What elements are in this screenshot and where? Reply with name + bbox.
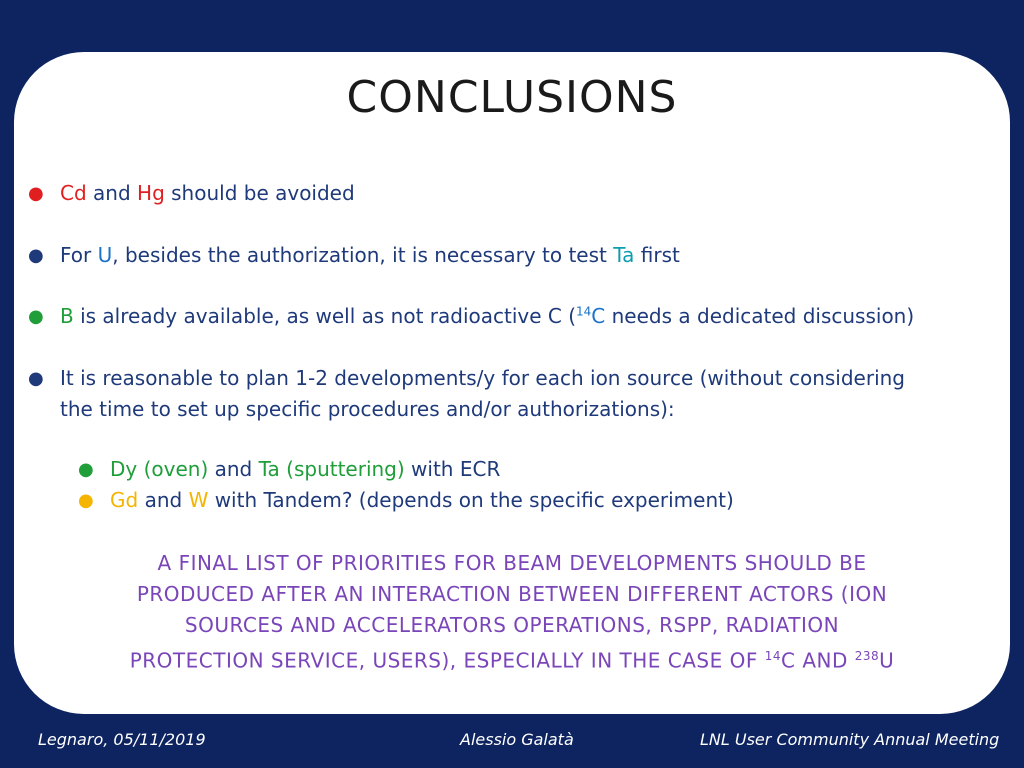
footer-author: Alessio Galatà	[460, 730, 574, 749]
sub-2-a: Gd	[110, 488, 139, 512]
element-b: B	[60, 304, 74, 328]
isotope-14: 14	[576, 304, 592, 319]
bullet-3-post: needs a dedicated discussion)	[611, 304, 915, 328]
slide-title: CONCLUSIONS	[346, 72, 678, 123]
footer-event: LNL User Community Annual Meeting	[700, 730, 1000, 749]
final-line-2: PRODUCED AFTER AN INTERACTION BETWEEN DIFFERENT ACTORS (ION	[136, 582, 888, 606]
bullet-dot-3: ●	[28, 306, 44, 327]
sub-1-c: with ECR	[411, 457, 501, 481]
final-sup-14: 14	[764, 649, 781, 663]
sub-1-and: and	[214, 457, 253, 481]
conj: and	[93, 181, 131, 205]
final-line-1: A FINAL LIST OF PRIORITIES FOR BEAM DEVELOPMENTS SHOULD BE	[157, 551, 867, 575]
element-cd: Cd	[60, 181, 87, 205]
sub-bullet-dot-2: ●	[78, 490, 94, 511]
final-sup-238: 238	[854, 649, 880, 663]
final-line-4-pre: PROTECTION SERVICE, USERS), ESPECIALLY IN THE CASE OF	[129, 648, 758, 673]
bullet-4-line-2: the time to set up specific procedures and/or authorizations):	[60, 397, 675, 421]
element-hg: Hg	[137, 181, 165, 205]
final-statement	[40, 548, 984, 677]
bullet-4-line-1: It is reasonable to plan 1-2 developments/y for each ion source (without considering	[60, 366, 905, 390]
sub-bullet-dot-1: ●	[78, 459, 94, 480]
element-c: C	[591, 304, 606, 328]
bullet-3-mid: is already available, as well as not radioactive C (	[80, 304, 577, 328]
bullet-dot-1: ●	[28, 183, 44, 204]
bullet-3	[60, 304, 914, 328]
bullet-2-mid: , besides the authorization, it is necessary to test	[112, 243, 607, 267]
bullet-dot-4: ●	[28, 368, 44, 389]
sub-bullet-2	[110, 488, 734, 512]
final-line-4	[40, 641, 984, 677]
final-line-3: SOURCES AND ACCELERATORS OPERATIONS, RSPP, RADIATION	[184, 613, 840, 637]
sub-1-b: Ta (sputtering)	[258, 457, 405, 481]
element-ta: Ta	[613, 243, 635, 267]
element-u: U	[97, 243, 113, 267]
bullet-1-text: should be avoided	[171, 181, 355, 205]
sub-2-and: and	[144, 488, 183, 512]
sub-2-b: W	[188, 488, 209, 512]
sub-1-a: Dy (oven)	[110, 457, 209, 481]
final-mid: C AND	[781, 648, 848, 673]
final-end: U	[879, 648, 895, 673]
bullet-1	[60, 181, 355, 205]
bullet-2-post: first	[640, 243, 680, 267]
bullet-dot-2: ●	[28, 245, 44, 266]
bullet-2	[60, 243, 680, 267]
sub-2-c: with Tandem? (depends on the specific experiment)	[214, 488, 734, 512]
bullet-2-pre: For	[60, 243, 92, 267]
footer-date: Legnaro, 05/11/2019	[38, 730, 206, 749]
sub-bullet-1	[110, 457, 500, 481]
